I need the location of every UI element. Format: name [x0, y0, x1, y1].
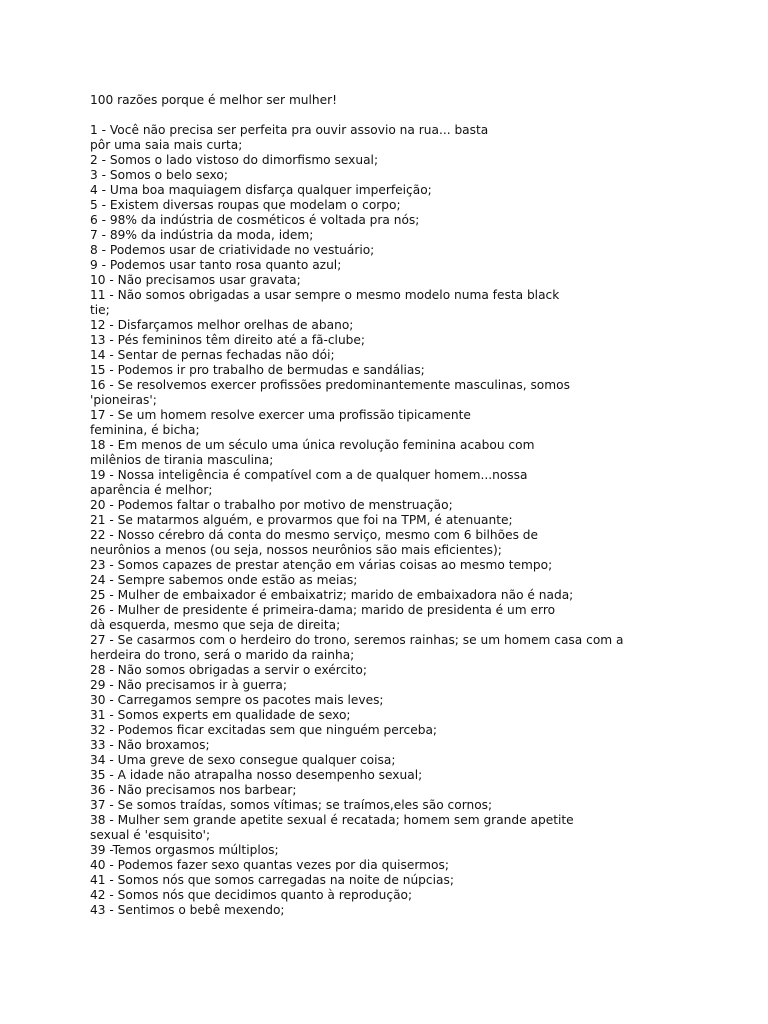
text-line: 8 - Podemos usar de criatividade no vestuário; [90, 243, 375, 257]
text-line: 12 - Disfarçamos melhor orelhas de abano; [90, 318, 354, 332]
text-line: 35 - A idade não atrapalha nosso desempenho sexual; [90, 768, 423, 782]
text-line: 43 - Sentimos o bebê mexendo; [90, 903, 285, 917]
blank-line [90, 108, 750, 123]
text-line: sexual é 'esquisito'; [90, 828, 211, 842]
text-line: 27 - Se casarmos com o herdeiro do trono, seremos rainhas; se um homem casa com a [90, 633, 624, 647]
text-line: 38 - Mulher sem grande apetite sexual é recatada; homem sem grande apetite [90, 813, 574, 827]
text-line: 'pioneiras'; [90, 393, 157, 407]
text-line: 22 - Nosso cérebro dá conta do mesmo serviço, mesmo com 6 bilhões de [90, 528, 539, 542]
text-line: 19 - Nossa inteligência é compatível com a de qualquer homem...nossa [90, 468, 528, 482]
text-line: 10 - Não precisamos usar gravata; [90, 273, 301, 287]
text-line: 34 - Uma greve de sexo consegue qualquer coisa; [90, 753, 396, 767]
text-line: neurônios a menos (ou seja, nossos neurônios são mais eficientes); [90, 543, 502, 557]
text-line: 2 - Somos o lado vistoso do dimorfismo sexual; [90, 153, 379, 167]
text-line: 1 - Você não precisa ser perfeita pra ouvir assovio na rua... basta [90, 123, 489, 137]
text-line: 42 - Somos nós que decidimos quanto à reprodução; [90, 888, 413, 902]
document-lines [90, 123, 750, 918]
text-line: 3 - Somos o belo sexo; [90, 168, 228, 182]
text-line: 30 - Carregamos sempre os pacotes mais leves; [90, 693, 384, 707]
text-line: 37 - Se somos traídas, somos vítimas; se traímos,eles são cornos; [90, 798, 493, 812]
text-line: 11 - Não somos obrigadas a usar sempre o mesmo modelo numa festa black [90, 288, 560, 302]
text-line: 17 - Se um homem resolve exercer uma profissão tipicamente [90, 408, 471, 422]
text-line: 39 -Temos orgasmos múltiplos; [90, 843, 279, 857]
text-line: 24 - Sempre sabemos onde estão as meias; [90, 573, 358, 587]
text-line: pôr uma saia mais curta; [90, 138, 243, 152]
text-line: 41 - Somos nós que somos carregadas na noite de núpcias; [90, 873, 454, 887]
text-line: 20 - Podemos faltar o trabalho por motivo de menstruação; [90, 498, 453, 512]
text-line: 14 - Sentar de pernas fechadas não dói; [90, 348, 335, 362]
text-line: 16 - Se resolvemos exercer profissões predominantemente masculinas, somos [90, 378, 570, 392]
text-line: 31 - Somos experts em qualidade de sexo; [90, 708, 351, 722]
text-line: 26 - Mulher de presidente é primeira-dama; marido de presidenta é um erro [90, 603, 556, 617]
text-line: milênios de tirania masculina; [90, 453, 274, 467]
text-line: herdeira do trono, será o marido da rainha; [90, 648, 355, 662]
text-line: 21 - Se matarmos alguém, e provarmos que foi na TPM, é atenuante; [90, 513, 513, 527]
text-line: 6 - 98% da indústria de cosméticos é voltada pra nós; [90, 213, 420, 227]
text-line: 5 - Existem diversas roupas que modelam o corpo; [90, 198, 401, 212]
document-text [90, 93, 750, 918]
text-line: aparência é melhor; [90, 483, 213, 497]
text-line: 25 - Mulher de embaixador é embaixatriz; marido de embaixadora não é nada; [90, 588, 574, 602]
text-line: 40 - Podemos fazer sexo quantas vezes por dia quisermos; [90, 858, 449, 872]
text-line: dà esquerda, mesmo que seja de direita; [90, 618, 341, 632]
text-line: 33 - Não broxamos; [90, 738, 210, 752]
text-line: 13 - Pés femininos têm direito até a fã-clube; [90, 333, 366, 347]
text-line: 7 - 89% da indústria da moda, idem; [90, 228, 314, 242]
text-line: 36 - Não precisamos nos barbear; [90, 783, 297, 797]
text-line: 28 - Não somos obrigadas a servir o exército; [90, 663, 367, 677]
document-title: 100 razões porque é melhor ser mulher! [90, 93, 338, 107]
text-line: 32 - Podemos ficar excitadas sem que ninguém perceba; [90, 723, 438, 737]
text-line: 9 - Podemos usar tanto rosa quanto azul; [90, 258, 342, 272]
text-line: 15 - Podemos ir pro trabalho de bermudas e sandálias; [90, 363, 425, 377]
text-line: tie; [90, 303, 110, 317]
text-line: 23 - Somos capazes de prestar atenção em várias coisas ao mesmo tempo; [90, 558, 553, 572]
text-line: 29 - Não precisamos ir à guerra; [90, 678, 287, 692]
text-line: 18 - Em menos de um século uma única revolução feminina acabou com [90, 438, 535, 452]
text-line: 4 - Uma boa maquiagem disfarça qualquer imperfeição; [90, 183, 432, 197]
text-line: feminina, é bicha; [90, 423, 200, 437]
